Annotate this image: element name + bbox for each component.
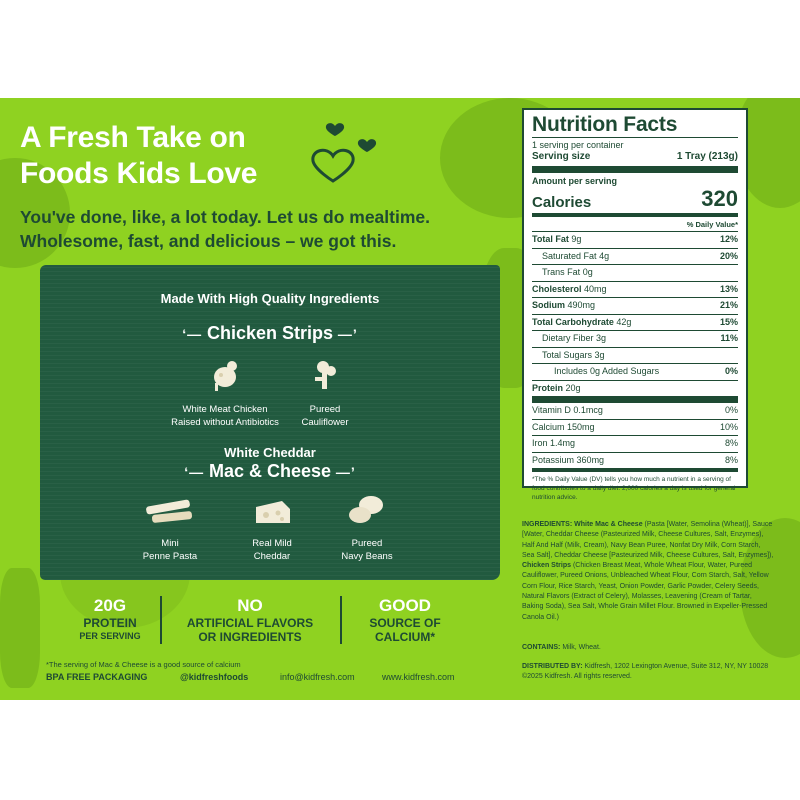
- bpa-free-label: BPA FREE PACKAGING: [46, 672, 148, 682]
- claim-value: NO: [237, 596, 263, 615]
- calcium-claim: [350, 596, 460, 644]
- tagline-line: Wholesome, fast, and delicious – we got this.: [20, 231, 397, 251]
- vitamin-dv: 0%: [724, 405, 738, 415]
- distributed-by: [522, 662, 774, 683]
- headline-line: Foods Kids Love: [20, 157, 258, 190]
- cauliflower-icon: [307, 357, 343, 393]
- sparkle-icon: —’: [331, 464, 356, 480]
- vitamin-dv: 10%: [719, 421, 738, 432]
- nutrient-row: [532, 297, 738, 314]
- nutrient-amount: 3g: [594, 349, 605, 360]
- claim-line: ARTIFICIAL FLAVORS: [186, 616, 314, 630]
- protein-claim: [60, 596, 160, 642]
- mac-subheading: White Cheddar: [224, 445, 316, 460]
- ingredient-item: [232, 497, 312, 563]
- vitamin-row: [532, 452, 738, 469]
- vitamin-name: Calcium: [532, 421, 565, 432]
- claim-line: PROTEIN: [83, 616, 137, 630]
- nutrient-amount: 20g: [565, 382, 581, 393]
- nutrient-name: Cholesterol: [532, 283, 582, 294]
- vitamin-dv: 8%: [724, 438, 738, 448]
- nutrient-dv: 11%: [720, 333, 738, 343]
- nutrient-name: Dietary Fiber: [542, 333, 594, 343]
- website: www.kidfresh.com: [382, 672, 455, 682]
- nutrient-name: Total Sugars: [542, 349, 593, 360]
- nutrition-facts-label: [522, 108, 748, 501]
- nutrient-dv: 20%: [719, 250, 738, 261]
- vitamin-amount: 360mg: [576, 454, 605, 465]
- nutrient-amount: 4g: [599, 250, 610, 261]
- serving-size-value: 1 Tray (213g): [676, 151, 738, 162]
- claim-value: GOOD: [379, 596, 431, 615]
- nutrient-name: Total Carbohydrate: [532, 316, 614, 327]
- nutrient-row: [532, 363, 738, 380]
- ingredient-line: Mini: [161, 538, 179, 549]
- dv-header: % Daily Value*: [686, 220, 738, 229]
- ingredients-label: INGREDIENTS:: [522, 521, 573, 528]
- nutrient-row: [532, 380, 738, 397]
- nutrient-amount: 490mg: [567, 300, 596, 310]
- vitamin-dv: 8%: [724, 454, 738, 465]
- nutrient-amount: 3g: [596, 333, 607, 343]
- amount-per-serving: Amount per serving: [532, 176, 618, 186]
- tagline-line: You've done, like, a lot today. Let us do mealtime.: [20, 207, 430, 227]
- nutrient-amount: 0g: [582, 267, 593, 277]
- rule: [532, 166, 738, 173]
- decor-blob: [0, 568, 40, 688]
- chicken-ingredients: (Chicken Breast Meat, Whole Wheat Flour, Water, Pureed Cauliflower, Pureed Onions, Unbleached Wheat Flour, Corn Starch, Salt, Yellow Corn Flour, Rice Starch, Yeast, Onion Powder, Garlic Powder, Celery Seeds, Natural Flavors (Extract of Celery), Molasses, Leavening (Cream of Tartar, Baking Soda), Sea Salt, Whole Grain Millet Flour. Browned in Expeller-Pressed Canola Oil.): [522, 562, 769, 621]
- ingredient-line: Pureed: [309, 404, 341, 415]
- nutrient-name: Saturated Fat: [542, 250, 597, 261]
- nutrient-dv: 15%: [719, 316, 738, 327]
- pasta-icon: [142, 497, 198, 527]
- ingredient-line: Cauliflower: [301, 417, 349, 428]
- serving-size-row: [532, 151, 738, 163]
- nutrient-name: Trans Fat: [542, 267, 581, 277]
- nutrition-footnote: *The % Daily Value (DV) tells you how much a nutrient in a serving of food contributes to a daily diet. 2,000 calories a day is used for general nutrition advice.: [532, 476, 736, 501]
- calories-row: [532, 187, 738, 211]
- claim-line: PER SERVING: [79, 631, 141, 641]
- nutrient-name: Total Fat: [532, 234, 569, 244]
- hearts-icon: [305, 118, 385, 188]
- beans-icon: [345, 493, 389, 527]
- rule: [532, 137, 738, 138]
- mac-label: White Mac & Cheese: [574, 521, 643, 528]
- sparkle-icon: ‘—: [184, 464, 209, 480]
- section-heading: Mac & Cheese: [208, 461, 332, 481]
- headline-line: A Fresh Take on: [20, 121, 246, 154]
- nutrient-row: [532, 248, 738, 265]
- serving-size-label: Serving size: [532, 151, 591, 162]
- distributed-label: DISTRIBUTED BY:: [522, 663, 583, 670]
- vitamin-name: Potassium: [532, 454, 575, 465]
- divider: [340, 596, 342, 644]
- distributed-text: Kidfresh, 1202 Lexington Avenue, Suite 312, NY, NY 10028 ©2025 Kidfresh. All rights reserved.: [522, 663, 769, 681]
- calories-label: Calories: [532, 194, 592, 211]
- cheese-icon: [252, 497, 292, 527]
- section-heading: Chicken Strips: [206, 323, 334, 343]
- vitamin-amount: 1.4mg: [550, 438, 576, 448]
- vitamin-row: [532, 419, 738, 436]
- ingredient-item: [327, 493, 407, 563]
- nutrition-title: Nutrition Facts: [532, 113, 678, 136]
- nutrient-row: [532, 264, 738, 281]
- nutrient-amount: 40mg: [584, 283, 607, 294]
- nutrient-row: [532, 231, 738, 248]
- contains-statement: [522, 643, 774, 653]
- sparkle-icon: —’: [333, 326, 358, 342]
- nutrient-amount: 9g: [571, 234, 582, 244]
- claim-line: CALCIUM*: [375, 630, 435, 644]
- email-address: info@kidfresh.com: [280, 672, 355, 682]
- nutrient-amount: 42g: [616, 316, 632, 327]
- ingredient-line: Penne Pasta: [142, 551, 198, 562]
- artificial-claim: [170, 596, 330, 644]
- vitamin-row: [532, 435, 738, 452]
- nutrient-row: [532, 281, 738, 298]
- vitamin-amount: 0.1mcg: [573, 405, 603, 415]
- chicken-icon: [207, 357, 243, 393]
- nutrient-row: [532, 314, 738, 331]
- claim-line: SOURCE OF: [369, 616, 441, 630]
- vitamin-row: [532, 403, 738, 419]
- ingredient-line: Pureed: [351, 538, 383, 549]
- contains-label: CONTAINS:: [522, 644, 561, 651]
- nutrient-row: [532, 330, 738, 347]
- ingredient-line: Real Mild: [252, 538, 292, 549]
- vitamin-name: Vitamin D: [532, 405, 571, 415]
- nutrient-row: [532, 347, 738, 364]
- chicken-label: Chicken Strips: [522, 562, 572, 570]
- calories-value: 320: [701, 186, 738, 211]
- claim-value: 20G: [93, 596, 127, 615]
- nutrient-dv: 0%: [724, 366, 738, 376]
- calcium-footnote: *The serving of Mac & Cheese is a good source of calcium: [46, 660, 241, 669]
- nutrient-dv: 21%: [719, 300, 738, 310]
- ingredient-item: [130, 497, 210, 563]
- nutrient-name: Protein: [532, 382, 564, 393]
- mac-cheese-heading: [40, 461, 500, 482]
- nutrient-name: Sodium: [532, 300, 565, 310]
- divider: [160, 596, 162, 644]
- vitamin-name: Iron: [532, 438, 548, 448]
- ingredient-item: [285, 357, 365, 429]
- ingredients-board: [40, 265, 500, 580]
- rule: [532, 213, 738, 217]
- ingredient-line: White Meat Chicken: [182, 404, 268, 415]
- ingredient-line: Cheddar: [253, 551, 291, 562]
- rule: [532, 396, 738, 403]
- claim-line: OR INGREDIENTS: [198, 630, 302, 644]
- board-title: Made With High Quality Ingredients: [160, 291, 380, 306]
- tagline: [20, 205, 430, 253]
- nutrient-dv: 12%: [719, 234, 738, 244]
- ingredient-item: [170, 357, 280, 429]
- ingredients-list: [522, 520, 774, 623]
- nutrient-dv: 13%: [719, 283, 738, 294]
- headline: [20, 120, 257, 192]
- sparkle-icon: ‘—: [182, 326, 207, 342]
- social-handle: @kidfreshfoods: [180, 672, 249, 682]
- ingredient-line: Raised without Antibiotics: [171, 417, 279, 428]
- ingredient-line: Navy Beans: [341, 551, 393, 562]
- servings-per-container: 1 serving per container: [532, 140, 624, 150]
- mac-ingredients: (Pasta [Water, Semolina (Wheat)], Sauce [Water, Cheddar Cheese (Pasteurized Milk, Cheese Cultures, Salt, Enzymes), Half And Half (Milk, Cream), Navy Bean Puree, Nonfat Dry Milk, Corn Starch, Sea Salt], Cheddar Cheese [Pasteurized Milk, Cheese Cultures, Salt, Enzymes]),: [522, 521, 774, 559]
- vitamin-amount: 150mg: [567, 421, 595, 432]
- nutrient-name: Includes 0g Added Sugars: [554, 366, 660, 376]
- chicken-strips-heading: [40, 323, 500, 344]
- contains-text: Milk, Wheat.: [562, 644, 601, 651]
